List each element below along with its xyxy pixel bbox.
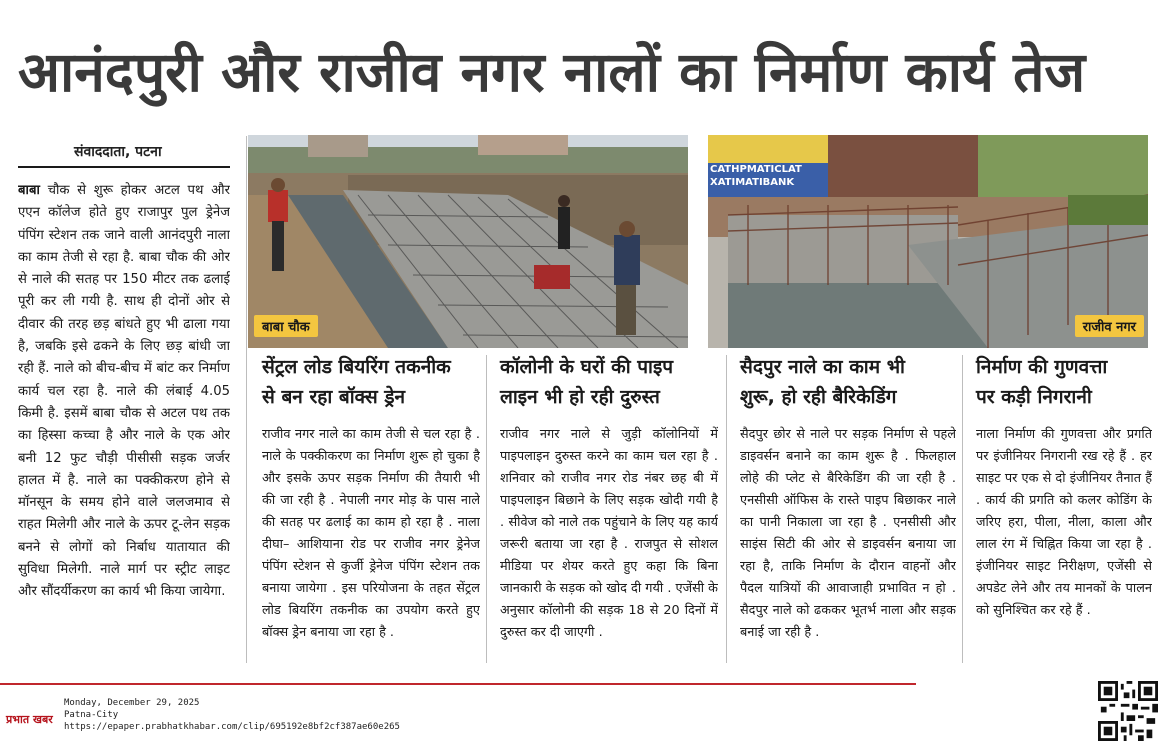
column-2-title xyxy=(500,352,720,412)
shop-sign-line2: XATIMATIBANK xyxy=(710,177,795,188)
column-2-title-line2: लाइन भी हो रही दुरुस्त xyxy=(500,386,660,408)
clip-edition: Patna-City xyxy=(64,710,119,720)
column-4-body: नाला निर्माण की गुणवत्ता और प्रगति पर इंजीनियर निगरानी रख रहे हैं . हर साइट पर एक से दो इंजीनियर तैनात हैं . कार्य की प्रगति को कलर कोडिंग के जरिए हरा, पीला, नीला, काला और लाल रंग में चिह्नित किया जा रहा है . इंजीनियर साइट निरीक्षण, एजेंसी से अपडेट लेने और तय मानकों के पालन को सुनिश्चित कर रहे हैं . xyxy=(976,427,1152,618)
column-2-body: राजीव नगर नाले से जुड़ी कॉलोनियों में पाइपलाइन दुरुस्त करने का काम चल रहा है . शनिवार को राजीव नगर रोड नंबर छह बी में पाइपलाइन बिछाने के लिए सड़क खोदी गयी है . सीवेज को नाले तक पहुंचाने के लिए यह कार्य जरूरी बताया जा रहा है . राजपुत से सोशल मीडिया पर शेयर करते हुए कहा कि बिना जानकारी के सड़क को खोद दी गयी . एजेंसी के अनुसार कॉलोनी की सड़क 18 से 20 दिनों में दुरुस्त कर दी जाएगी . xyxy=(500,427,718,640)
photo-caption-rajeev-nagar: राजीव नगर xyxy=(1075,315,1144,337)
photo-baba-chowk xyxy=(248,135,688,348)
lead-paragraph xyxy=(18,180,230,670)
column-1-title xyxy=(262,352,482,412)
brand-logo: प्रभात खबर xyxy=(6,713,53,726)
column-4-title-line2: पर कड़ी निगरानी xyxy=(976,386,1092,408)
shop-sign xyxy=(710,163,826,189)
column-3-title xyxy=(740,352,960,412)
headline: आनंदपुरी और राजीव नगर नालों का निर्माण कार्य तेज xyxy=(18,40,1086,104)
byline-divider xyxy=(18,166,230,168)
column-divider xyxy=(486,355,487,663)
shop-sign-line1: CATHPMATICLAT xyxy=(710,164,802,175)
column-4-title-line1: निर्माण की गुणवत्ता xyxy=(976,356,1108,378)
lead-first-word: बाबा xyxy=(18,183,40,198)
column-1-title-line1: सेंट्रल लोड बियरिंग तकनीक xyxy=(262,356,451,378)
clip-date: Monday, December 29, 2025 xyxy=(64,698,200,708)
column-1-body: राजीव नगर नाले का काम तेजी से चल रहा है . नाले के पक्कीकरण का निर्माण शुरू हो चुका है और इसके ऊपर सड़क निर्माण की तैयारी भी की जा रही है . नेपाली नगर मोड़ के पास नाले की सतह पर ढलाई का काम हो रहा है . नाला दीघा– आशियाना रोड पर राजीव नगर ड्रेनेज पंपिंग स्टेशन से कुर्जी ड्रेनेज पंपिंग स्टेशन तक बनाया जायेगा . इस परियोजना के तहत सेंट्रल लोड बियरिंग तकनीक का उपयोग करते हुए बॉक्स ड्रेन बनाया जा रहा है . xyxy=(262,427,480,640)
footer-divider xyxy=(0,683,916,685)
clip-url[interactable]: https://epaper.prabhatkhabar.com/clip/695192e8bf2cf387ae60e265 xyxy=(64,722,400,732)
photo-caption-baba-chowk: बाबा चौक xyxy=(254,315,318,337)
lead-text: चौक से शुरू होकर अटल पथ और एएन कॉलेज होते हुए राजापुर पुल ड्रेनेज पंपिंग स्टेशन तक जाने वाली आनंदपुरी नाला का काम तेजी से रहा है. बाबा चौक की ओर से नाले की सतह पर 150 मीटर तक ढलाई पूरी कर ली गयी है. साथ ही दोनों ओर से दीवार की तरह छड़ बांधते हुए भी ढाला गया है, जबकि इसे ढकने के लिए छड़ बांधी जा रही हैं. नाले को बीच-बीच में बांट कर निर्माण कार्य चल रहा है. नाले की लंबाई 4.05 किमी है. इसमें बाबा चौक से अटल पथ तक का हिस्सा कच्चा है और नाले के एक ओर बनी 12 फुट चौड़ी पीसीसी सड़क जर्जर हालत में है. नाले का पक्कीकरण होने से मॉनसून के समय होने वाले जलजमाव से राहत मिलेगी और नाले के ऊपर टू-लेन सड़क बनने से लोगों को निर्बाध यातायात की सुविधा मिलेगी. नाले मार्ग पर स्ट्रीट लाइट और सौंदर्यीकरण का कार्य भी किया जायेगा. xyxy=(18,183,230,600)
column-divider xyxy=(726,355,727,663)
photo-rajeev-nagar xyxy=(708,135,1148,348)
column-3-body: सैदपुर छोर से नाले पर सड़क निर्माण से पहले डाइवर्सन बनाने का काम शुरू है . फिलहाल लोहे की प्लेट से बैरिकेडिंग की जा रही है . एनसीसी ऑफिस के रास्ते पाइप बिछाकर नाले का पानी निकाला जा रहा है . एनसीसी और साइंस सिटी की ओर से डाइवर्सन बनाया जा रहा है, ताकि निर्माण के दौरान वाहनों और पैदल यात्रियों की आवाजाही प्रभावित न हो . सैदपुर नाले को ढककर भूतर्भ नाला और सड़क बनाई जा रही है . xyxy=(740,427,956,640)
qr-code-icon[interactable] xyxy=(1098,681,1158,741)
byline: संवाददाता, पटना xyxy=(74,144,162,160)
column-3-title-line2: शुरू, हो रही बैरिकेडिंग xyxy=(740,386,897,408)
column-1-title-line2: से बन रहा बॉक्स ड्रेन xyxy=(262,386,406,408)
column-2-title-line1: कॉलोनी के घरों की पाइप xyxy=(500,356,674,378)
column-divider xyxy=(962,355,963,663)
column-4-title xyxy=(976,352,1156,412)
clip-metadata xyxy=(64,697,400,733)
column-3-title-line1: सैदपुर नाले का काम भी xyxy=(740,356,905,378)
column-divider xyxy=(246,136,247,663)
